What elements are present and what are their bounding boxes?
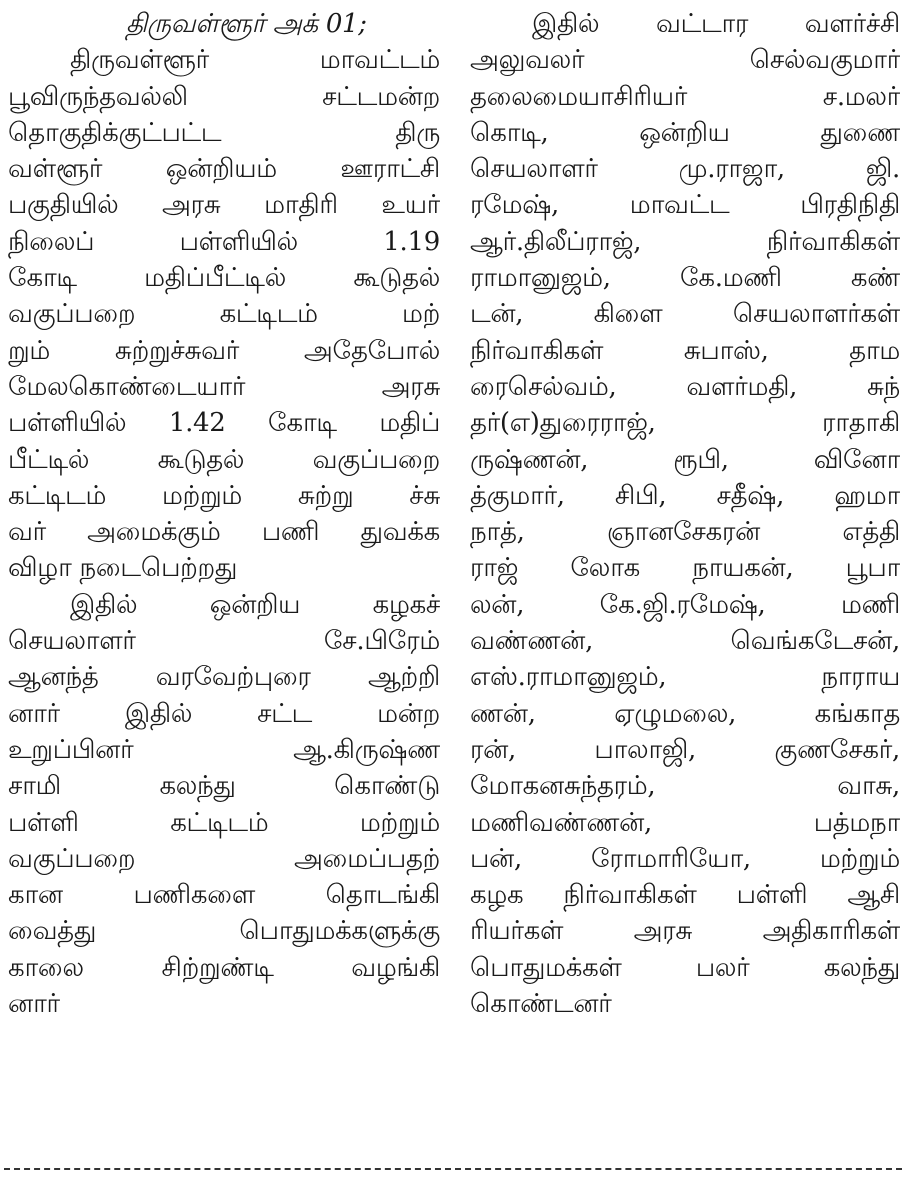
left-column-line: பீட்டில் கூடுதல் வகுப்பறை bbox=[8, 444, 440, 475]
left-column-line: இதில் ஒன்றிய கழகச் bbox=[70, 589, 440, 620]
right-column-line: ருஷ்ணன், ரூபி, வினோ bbox=[470, 444, 900, 475]
right-column-line: தலைமையாசிரியர் ச.மலர் bbox=[470, 81, 900, 112]
right-column-line: ணன், ஏழுமலை, கங்காத bbox=[470, 698, 900, 729]
left-column-line: சாமி கலந்து கொண்டு bbox=[8, 771, 440, 802]
left-column-line: வர் அமைக்கும் பணி துவக்க bbox=[8, 517, 440, 548]
left-column-line: திருவள்ளூர் அக் 01; bbox=[126, 9, 367, 39]
left-column-line: வகுப்பறை கட்டிடம் மற் bbox=[8, 299, 440, 330]
article-columns bbox=[4, 6, 902, 1156]
right-column-line: த்குமார், சிபி, சதீஷ், ஹமா bbox=[470, 480, 900, 511]
right-column-line: நாத், ஞானசேகரன் எத்தி bbox=[470, 517, 900, 548]
left-column-line: வகுப்பறை அமைப்பதற் bbox=[8, 843, 440, 874]
right-column-line: ராஜ் லோக நாயகன், பூபா bbox=[470, 553, 900, 584]
left-column-line: கட்டிடம் மற்றும் சுற்று ச்சு bbox=[8, 480, 440, 511]
left-column-line: பகுதியில் அரசு மாதிரி உயர் bbox=[8, 190, 440, 221]
right-column-line: மோகனசுந்தரம், வாசு, bbox=[470, 771, 900, 802]
left-column-line: ஆனந்த் வரவேற்புரை ஆற்றி bbox=[8, 662, 440, 693]
right-column-line: இதில் வட்டார வளர்ச்சி bbox=[532, 9, 900, 39]
right-column-line: ரமேஷ், மாவட்ட பிரதிநிதி bbox=[470, 190, 900, 221]
left-column-line: கான பணிகளை தொடங்கி bbox=[8, 880, 440, 911]
right-column-line: செயலாளர் மு.ராஜா, ஜி. bbox=[470, 154, 900, 185]
left-column-line: பூவிருந்தவல்லி சட்டமன்ற bbox=[8, 81, 440, 112]
left-column-line: பள்ளி கட்டிடம் மற்றும் bbox=[8, 807, 440, 838]
article-column-left bbox=[4, 6, 444, 1156]
left-column-line: மேலகொண்டையார் அரசு bbox=[8, 371, 440, 402]
right-column-line: வண்ணன், வெங்கடேசன், bbox=[470, 626, 900, 657]
left-column-line: றும் சுற்றுச்சுவர் அதேபோல் bbox=[8, 335, 440, 366]
left-column-line: னார் bbox=[8, 989, 60, 1020]
right-column-line: ரன், பாலாஜி, குணசேகர், bbox=[470, 734, 900, 765]
right-column-line: ரியர்கள் அரசு அதிகாரிகள் bbox=[470, 916, 900, 947]
dashed-separator bbox=[4, 1168, 902, 1170]
left-column-line: னார் இதில் சட்ட மன்ற bbox=[8, 698, 440, 729]
left-column-line: நிலைப் பள்ளியில் 1.19 bbox=[8, 226, 440, 257]
left-column-line: திருவள்ளூர் மாவட்டம் bbox=[70, 45, 440, 76]
right-column-line: கொண்டனர் bbox=[470, 989, 612, 1020]
right-column-line: டன், கிளை செயலாளர்கள் bbox=[470, 299, 900, 330]
right-column-line: அலுவலர் செல்வகுமார் bbox=[470, 45, 900, 76]
right-column-line: மணிவண்ணன், பத்மநா bbox=[470, 807, 900, 838]
right-column-line: தர்(எ)துரைராஜ், ராதாகி bbox=[470, 408, 900, 439]
right-column-line: ஆர்.திலீப்ராஜ், நிர்வாகிகள் bbox=[470, 226, 900, 257]
left-column-line: தொகுதிக்குட்பட்ட திரு bbox=[8, 117, 440, 148]
left-column-line: உறுப்பினர் ஆ.கிருஷ்ண bbox=[8, 734, 440, 765]
right-column-line: ரைசெல்வம், வளர்மதி, சுந் bbox=[470, 371, 900, 402]
right-column-line: கொடி, ஒன்றிய துணை bbox=[470, 117, 900, 148]
right-column-line: பொதுமக்கள் பலர் கலந்து bbox=[470, 952, 900, 983]
left-column-line: விழா நடைபெற்றது bbox=[8, 553, 238, 584]
right-column-line: பன், ரோமாரியோ, மற்றும் bbox=[470, 843, 900, 874]
right-column-line: கழக நிர்வாகிகள் பள்ளி ஆசி bbox=[470, 880, 900, 911]
right-column-line: எஸ்.ராமானுஜம், நாராய bbox=[470, 662, 900, 693]
left-column-line: வைத்து பொதுமக்களுக்கு bbox=[8, 916, 440, 947]
left-column-line: பள்ளியில் 1.42 கோடி மதிப் bbox=[8, 408, 440, 439]
right-column-line: லன், கே.ஜி.ரமேஷ், மணி bbox=[470, 589, 900, 620]
left-column-line: கோடி மதிப்பீட்டில் கூடுதல் bbox=[8, 263, 440, 294]
left-column-line: வள்ளூர் ஒன்றியம் ஊராட்சி bbox=[8, 154, 440, 185]
left-column-line: காலை சிற்றுண்டி வழங்கி bbox=[8, 952, 440, 983]
article-column-right bbox=[462, 6, 902, 1156]
left-column-line: செயலாளர் சே.பிரேம் bbox=[8, 626, 440, 657]
right-column-line: நிர்வாகிகள் சுபாஸ், தாம bbox=[470, 335, 900, 366]
right-column-line: ராமானுஜம், கே.மணி கண் bbox=[470, 263, 900, 294]
